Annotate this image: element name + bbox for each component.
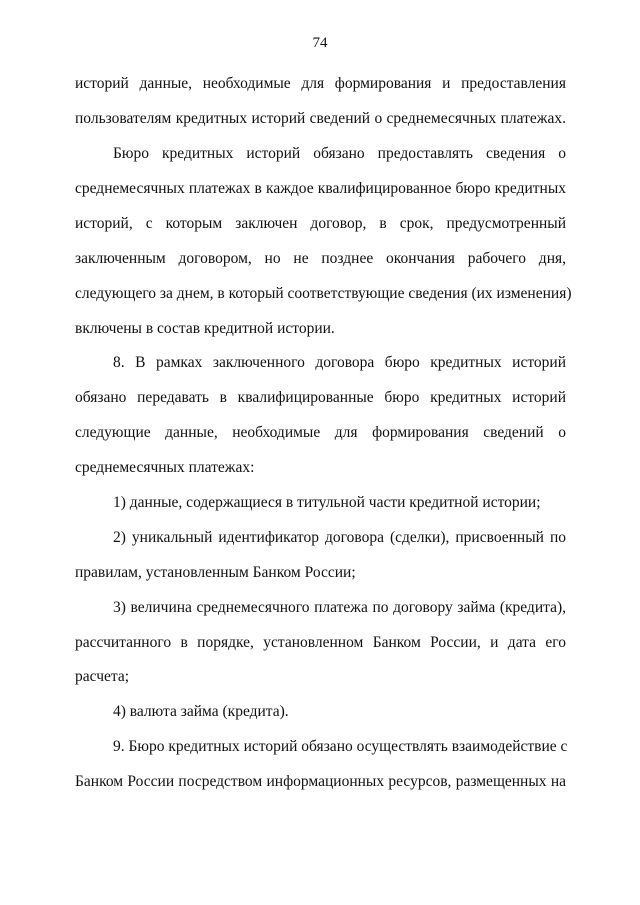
text-line: среднемесячных платежах в каждое квалифицированное бюро кредитных bbox=[75, 180, 566, 197]
text-line: заключенным договором, но не позднее окончания рабочего дня, bbox=[75, 250, 566, 267]
text-line: Бюро кредитных историй обязано предоставлять сведения о bbox=[113, 145, 566, 162]
text-line: 2) уникальный идентификатор договора (сделки), присвоенный по bbox=[113, 529, 566, 546]
text-line: расчета; bbox=[75, 668, 130, 685]
page-number: 74 bbox=[312, 35, 328, 51]
text-line: обязано передавать в квалифицированные бюро кредитных историй bbox=[75, 389, 566, 406]
text-line: Банком России посредством информационных ресурсов, размещенных на bbox=[75, 773, 566, 790]
text-line: среднемесячных платежах: bbox=[75, 459, 255, 476]
text-line: 1) данные, содержащиеся в титульной части кредитной истории; bbox=[113, 494, 541, 511]
text-line: историй, с которым заключен договор, в срок, предусмотренный bbox=[75, 215, 566, 232]
text-line: следующего за днем, в который соответствующие сведения (их изменения) bbox=[75, 285, 572, 302]
text-line: историй данные, необходимые для формирования и предоставления bbox=[75, 75, 566, 92]
text-line: включены в состав кредитной истории. bbox=[75, 320, 335, 337]
text-line: 3) величина среднемесячного платежа по договору займа (кредита), bbox=[113, 599, 566, 616]
text-line: следующие данные, необходимые для формирования сведений о bbox=[75, 424, 566, 441]
text-line: 4) валюта займа (кредита). bbox=[113, 703, 289, 720]
text-line: 9. Бюро кредитных историй обязано осуществлять взаимодействие с bbox=[113, 738, 568, 755]
text-line: рассчитанного в порядке, установленном Банком России, и дата его bbox=[75, 634, 566, 651]
text-line: правилам, установленным Банком России; bbox=[75, 564, 356, 581]
text-line: пользователям кредитных историй сведений о среднемесячных платежах. bbox=[75, 110, 566, 127]
text-line: 8. В рамках заключенного договора бюро кредитных историй bbox=[113, 354, 566, 371]
